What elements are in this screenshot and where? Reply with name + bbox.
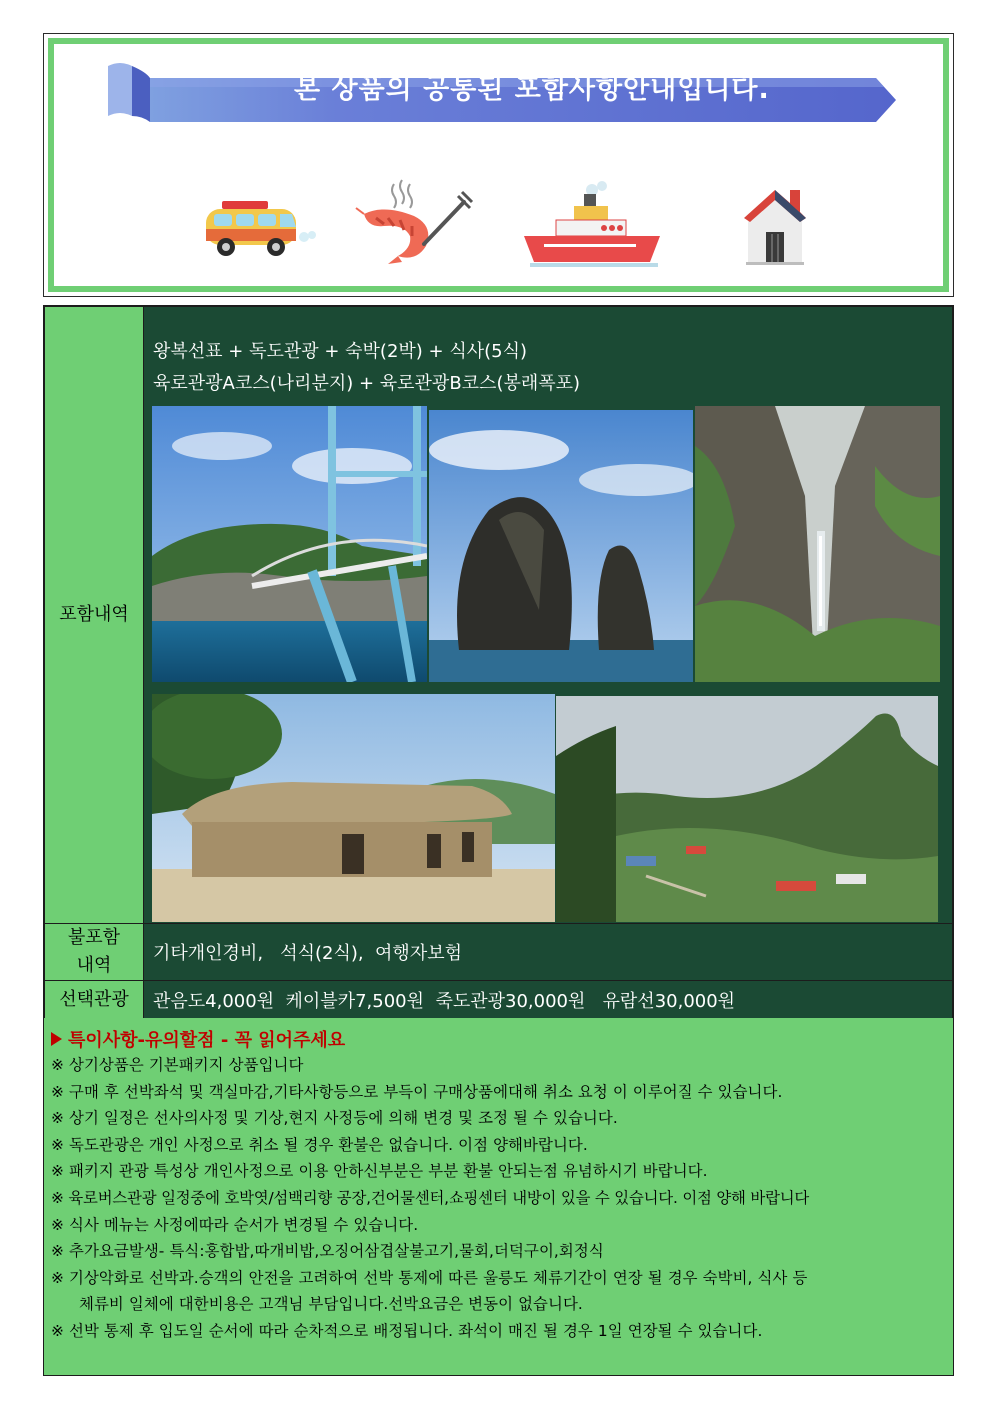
note-line: ※ 육로버스관광 일정중에 호박엿/섬백리향 공장,건어물센터,쇼핑센터 내방이 있을 수 있습니다. 이점 양해 바랍니다 bbox=[51, 1188, 810, 1207]
included-line-2: 육로관광A코스(나리분지) + 육로관광B코스(봉래폭포) bbox=[153, 373, 581, 394]
optional-label: 선택관광 bbox=[44, 980, 144, 1019]
note-line: ※ 추가요금발생- 특식:홍합밥,따개비밥,오징어삼겹살불고기,물회,더덕구이,회정식 bbox=[51, 1242, 604, 1261]
photo-waterfall bbox=[695, 406, 940, 682]
included-line-1: 왕복선표 + 독도관광 + 숙박(2박) + 식사(5식) bbox=[153, 341, 528, 362]
excluded-label-line-2: 내역 bbox=[76, 955, 112, 976]
note-line: ※ 상기상품은 기본패키지 상품입니다 bbox=[51, 1056, 304, 1074]
photo-thatched-house bbox=[152, 694, 555, 922]
optional-content bbox=[143, 980, 953, 1019]
van-icon bbox=[200, 199, 320, 261]
banner-title: 본 상품의 공통된 포함사항안내입니다. bbox=[294, 73, 770, 105]
banner-inner bbox=[48, 38, 949, 292]
triangle-bullet-icon bbox=[51, 1032, 62, 1046]
excluded-label-line-1: 불포함 bbox=[67, 927, 121, 948]
excluded-content bbox=[143, 923, 953, 981]
excluded-text: 기타개인경비, 석식(2식), 여행자보험 bbox=[153, 943, 462, 964]
note-line: ※ 상기 일정은 선사의사정 및 기상,현지 사정등에 의해 변경 및 조정 될 수 있습니다. bbox=[51, 1109, 618, 1128]
photo-sea-rocks bbox=[429, 410, 693, 682]
note-line-continued: 체류비 일체에 대한비용은 고객님 부담입니다.선박요금은 변동이 없습니다. bbox=[79, 1295, 583, 1314]
note-line: ※ 독도관광은 개인 사정으로 취소 될 경우 환불은 없습니다. 이점 양해바랍니다. bbox=[51, 1135, 588, 1154]
notes-title bbox=[51, 1026, 945, 1052]
note-line: ※ 식사 메뉴는 사정에따라 순서가 변경될 수 있습니다. bbox=[51, 1215, 419, 1234]
note-line: ※ 선박 통제 후 입도일 순서에 따라 순차적으로 배정됩니다. 좌석이 매진 될 경우 1일 연장될 수 있습니다. bbox=[51, 1321, 763, 1340]
note-line: ※ 구매 후 선박좌석 및 객실마감,기타사항등으로 부득이 구매상품에대해 취소 요청 이 이루어질 수 있습니다. bbox=[51, 1082, 783, 1101]
excluded-label bbox=[44, 923, 144, 981]
banner-frame bbox=[43, 33, 954, 297]
included-content bbox=[143, 306, 953, 924]
photo-bridge bbox=[152, 406, 427, 682]
note-line: ※ 패키지 관광 특성상 개인사정으로 이용 안하신부분은 부분 환불 안되는점 유념하시기 바랍니다. bbox=[51, 1162, 708, 1181]
optional-text: 관음도4,000원 케이블카7,500원 죽도관광30,000원 유람선30,000원 bbox=[153, 990, 736, 1012]
info-table bbox=[43, 305, 954, 1376]
notes-section bbox=[44, 1018, 953, 1375]
shrimp-icon bbox=[354, 174, 474, 269]
included-label: 포함내역 bbox=[44, 306, 144, 924]
ship-icon bbox=[520, 180, 665, 272]
notes-title-text: 특이사항-유의할점 - 꼭 읽어주세요 bbox=[68, 1030, 346, 1051]
note-line: ※ 기상악화로 선박과.승객의 안전을 고려하여 선박 통제에 따른 울릉도 체류기간이 연장 될 경우 숙박비, 식사 등 bbox=[51, 1268, 808, 1287]
photo-valley-village bbox=[556, 696, 938, 922]
house-icon bbox=[740, 186, 810, 266]
